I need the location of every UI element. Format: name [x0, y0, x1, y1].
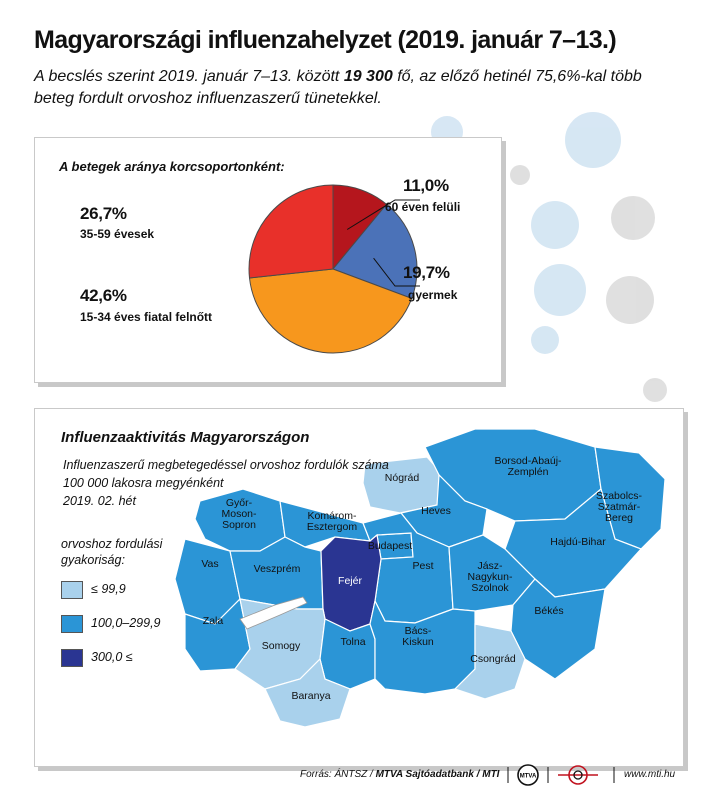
county-label: Baranya — [291, 690, 331, 702]
county-label: Heves — [421, 505, 451, 517]
pie-chart — [35, 138, 501, 382]
county-label: Csongrád — [470, 653, 516, 665]
county-label: Nógrád — [384, 472, 420, 484]
influenza-map-panel: Győr-Moson-Sopron Komárom-Esztergom Nógrád Borsod-Abaúj-Zemplén Szabolcs-Szatmár-Bereg Heves Budapest Pest Hajdú-Bihar Vas Veszprém Fejér Jász-Nagykun-Szolnok Zala Békés Somogy Tolna Bács-Kiskun Csongrád Baranya Influenzaaktivitás Magyarországon Influenzaszerű megbetegedéssel orvoshoz fordulók száma 100 000 lakosra megyénként 2019. 02. hét orvoshoz fordulási gyakoriság: ≤ 99,9 100,0–299,9 300,0 ≤ — [34, 408, 684, 767]
page-subtitle: A becslés szerint 2019. január 7–13. között 19 300 fő, az előző hetinél 75,6%-kal több beteg fordult orvoshoz influenzaszerű tünetekkel. — [34, 68, 642, 107]
pie-slice — [249, 185, 333, 278]
county-label: Jász-Nagykun-Szolnok — [467, 560, 513, 594]
county-label: Veszprém — [253, 563, 301, 575]
legend-title: orvoshoz fordulási gyakoriság: — [61, 537, 163, 567]
county-label: Pest — [412, 560, 434, 572]
county-label: Somogy — [261, 640, 301, 652]
pie-category-label: 60 éven felüli — [385, 200, 461, 214]
map-description: Influenzaszerű megbetegedéssel orvoshoz fordulók száma 100 000 lakosra megyénként 2019. 02. hét — [63, 458, 389, 508]
county-label: Bács-Kiskun — [402, 625, 434, 648]
pie-value-label: 19,7% — [403, 263, 450, 282]
county-label: Győr-Moson-Sopron — [221, 497, 257, 531]
county-label: Vas — [201, 558, 219, 570]
pie-category-label: 15-34 éves fiatal felnőtt — [80, 310, 213, 324]
county-label: Komárom-Esztergom — [306, 510, 358, 533]
source-credit: Forrás: ÁNTSZ / MTVA Sajtóadatbank / MTI — [300, 769, 500, 780]
county-label: Szabolcs-Szatmár-Bereg — [595, 490, 643, 524]
pie-value-label: 26,7% — [80, 204, 127, 223]
map-title: Influenzaaktivitás Magyarországon — [61, 429, 310, 446]
age-group-pie-panel — [34, 137, 502, 383]
legend-swatch — [61, 581, 83, 599]
county-label: Hajdú-Bihar — [550, 536, 606, 548]
county-label: Borsod-Abaúj-Zemplén — [494, 455, 562, 478]
footer-logos — [506, 764, 618, 786]
svg-text:MTVA: MTVA — [519, 773, 537, 780]
county-label: Fejér — [338, 575, 362, 587]
county-shape — [320, 619, 375, 689]
website-link[interactable]: www.mti.hu — [624, 769, 676, 780]
pie-category-label: 35-59 évesek — [80, 227, 155, 241]
county-label: Békés — [534, 605, 564, 617]
county-label: Zala — [202, 615, 224, 627]
legend-swatch — [61, 649, 83, 667]
county-label: Budapest — [367, 540, 413, 552]
page-title: Magyarországi influenzahelyzet (2019. január 7–13.) — [34, 26, 617, 54]
pie-value-label: 42,6% — [80, 286, 127, 305]
pie-chart-title: A betegek aránya korcsoportonként: — [59, 159, 285, 174]
pie-category-label: gyermek — [408, 288, 458, 302]
legend-swatch — [61, 615, 83, 633]
pie-value-label: 11,0% — [403, 176, 449, 195]
county-label: Tolna — [340, 636, 366, 648]
